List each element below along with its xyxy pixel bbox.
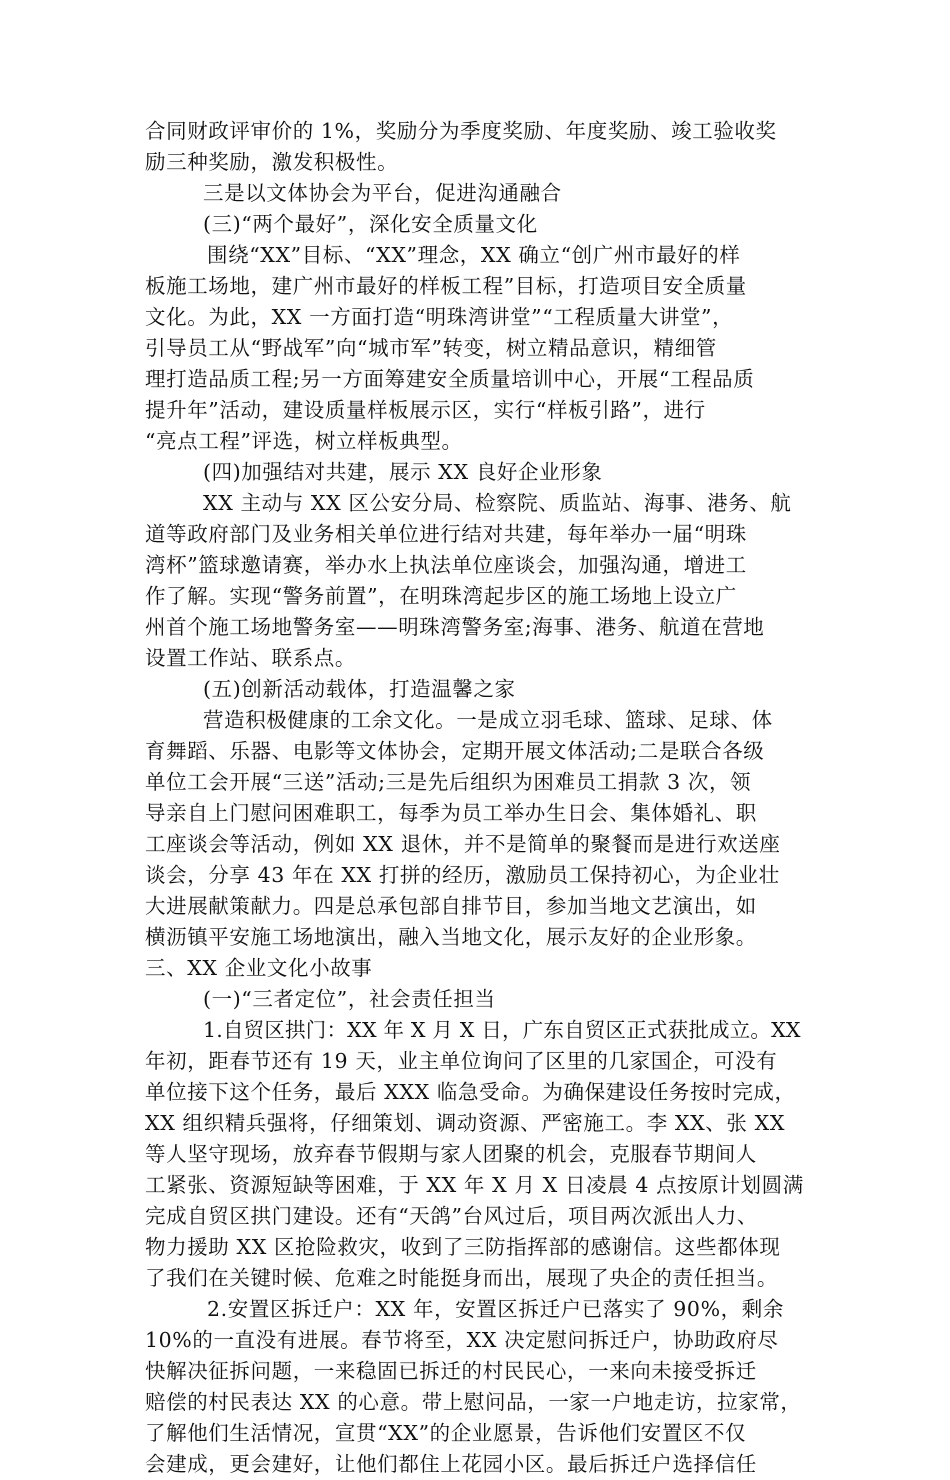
text-line: 励三种奖励，激发积极性。 [145,150,399,174]
paragraph-start: 2.安置区拆迁户：XX 年，安置区拆迁户已落实了 90%，剩余 [207,1297,784,1321]
text-line: 了我们在关键时候、危难之时能挺身而出，展现了央企的责任担当。 [145,1266,778,1290]
text-line: 引导员工从“野战军”向“城市军”转变，树立精品意识，精细管 [145,336,717,360]
section-heading: (一)“三者定位”，社会责任担当 [203,987,496,1011]
text-line: 了解他们生活情况，宣贯“XX”的企业愿景，告诉他们安置区不仅 [145,1421,747,1445]
text-line: 作了解。实现“警务前置”，在明珠湾起步区的施工场地上设立广 [145,584,737,608]
text-line: 道等政府部门及业务相关单位进行结对共建，每年举办一届“明珠 [145,522,747,546]
text-line: 完成自贸区拱门建设。还有“天鸽”台风过后，项目两次派出人力、 [145,1204,758,1228]
chapter-heading: 三、XX 企业文化小故事 [145,956,373,980]
text-line: 10%的一直没有进展。春节将至，XX 决定慰问拆迁户，协助政府尽 [145,1328,779,1352]
text-line: 会建成，更会建好，让他们都住上花园小区。最后拆迁户选择信任 [145,1452,757,1476]
paragraph-start: 1.自贸区拱门：XX 年 X 月 X 日，广东自贸区正式获批成立。XX [203,1018,801,1042]
text-line: 合同财政评审价的 1%，奖励分为季度奖励、年度奖励、竣工验收奖 [145,119,777,143]
text-line: 快解决征拆问题，一来稳固已拆迁的村民民心，一来向未接受拆迁 [145,1359,757,1383]
text-line: 提升年”活动，建设质量样板展示区，实行“样板引路”，进行 [145,398,706,422]
paragraph-start: XX 主动与 XX 区公安分局、检察院、质监站、海事、港务、航 [203,491,792,515]
text-line: 州首个施工场地警务室——明珠湾警务室;海事、港务、航道在营地 [145,615,765,639]
text-line: 大进展献策献力。四是总承包部自排节目，参加当地文艺演出，如 [145,894,757,918]
text-line: 三是以文体协会为平台，促进沟通融合 [203,181,562,205]
text-line: 等人坚守现场，放弃春节假期与家人团聚的机会，克服春节期间人 [145,1142,757,1166]
text-line: XX 组织精兵强将，仔细策划、调动资源、严密施工。李 XX、张 XX [145,1111,786,1135]
section-heading: (三)“两个最好”，深化安全质量文化 [203,212,538,236]
document-body [145,116,805,1480]
text-line: 湾杯”篮球邀请赛，举办水上执法单位座谈会，加强沟通，增进工 [145,553,747,577]
text-line: 导亲自上门慰问困难职工，每季为员工举办生日会、集体婚礼、职 [145,801,757,825]
text-line: 谈会，分享 43 年在 XX 打拼的经历，激励员工保持初心，为企业壮 [145,863,780,887]
text-line: “亮点工程”评选，树立样板典型。 [145,429,463,453]
text-line: 设置工作站、联系点。 [145,646,356,670]
paragraph-start: 围绕“XX”目标、“XX”理念，XX 确立“创广州市最好的样 [207,243,741,267]
text-line: 单位工会开展“三送”活动;三是先后组织为困难员工捐款 3 次，领 [145,770,752,794]
text-line: 年初，距春节还有 19 天，业主单位询问了区里的几家国企，可没有 [145,1049,778,1073]
section-heading: (五)创新活动载体，打造温馨之家 [203,677,516,701]
section-heading: (四)加强结对共建，展示 XX 良好企业形象 [203,460,603,484]
text-line: 理打造品质工程;另一方面筹建安全质量培训中心，开展“工程品质 [145,367,755,391]
text-line: 文化。为此，XX 一方面打造“明珠湾讲堂”“工程质量大讲堂”， [145,305,734,329]
text-line: 工座谈会等活动，例如 XX 退休，并不是简单的聚餐而是进行欢送座 [145,832,781,856]
text-line: 工紧张、资源短缺等困难，于 XX 年 X 月 X 日凌晨 4 点按原计划圆满 [145,1173,804,1197]
text-line: 单位接下这个任务，最后 XXX 临急受命。为确保建设任务按时完成， [145,1080,796,1104]
text-line: 板施工场地，建广州市最好的样板工程”目标，打造项目安全质量 [145,274,747,298]
text-line: 育舞蹈、乐器、电影等文体协会，定期开展文体活动;二是联合各级 [145,739,765,763]
text-line: 横沥镇平安施工场地演出，融入当地文化，展示友好的企业形象。 [145,925,757,949]
text-line: 赔偿的村民表达 XX 的心意。带上慰问品，一家一户地走访，拉家常， [145,1390,802,1414]
paragraph-start: 营造积极健康的工余文化。一是成立羽毛球、篮球、足球、体 [203,708,773,732]
text-line: 物力援助 XX 区抢险救灾，收到了三防指挥部的感谢信。这些都体现 [145,1235,781,1259]
